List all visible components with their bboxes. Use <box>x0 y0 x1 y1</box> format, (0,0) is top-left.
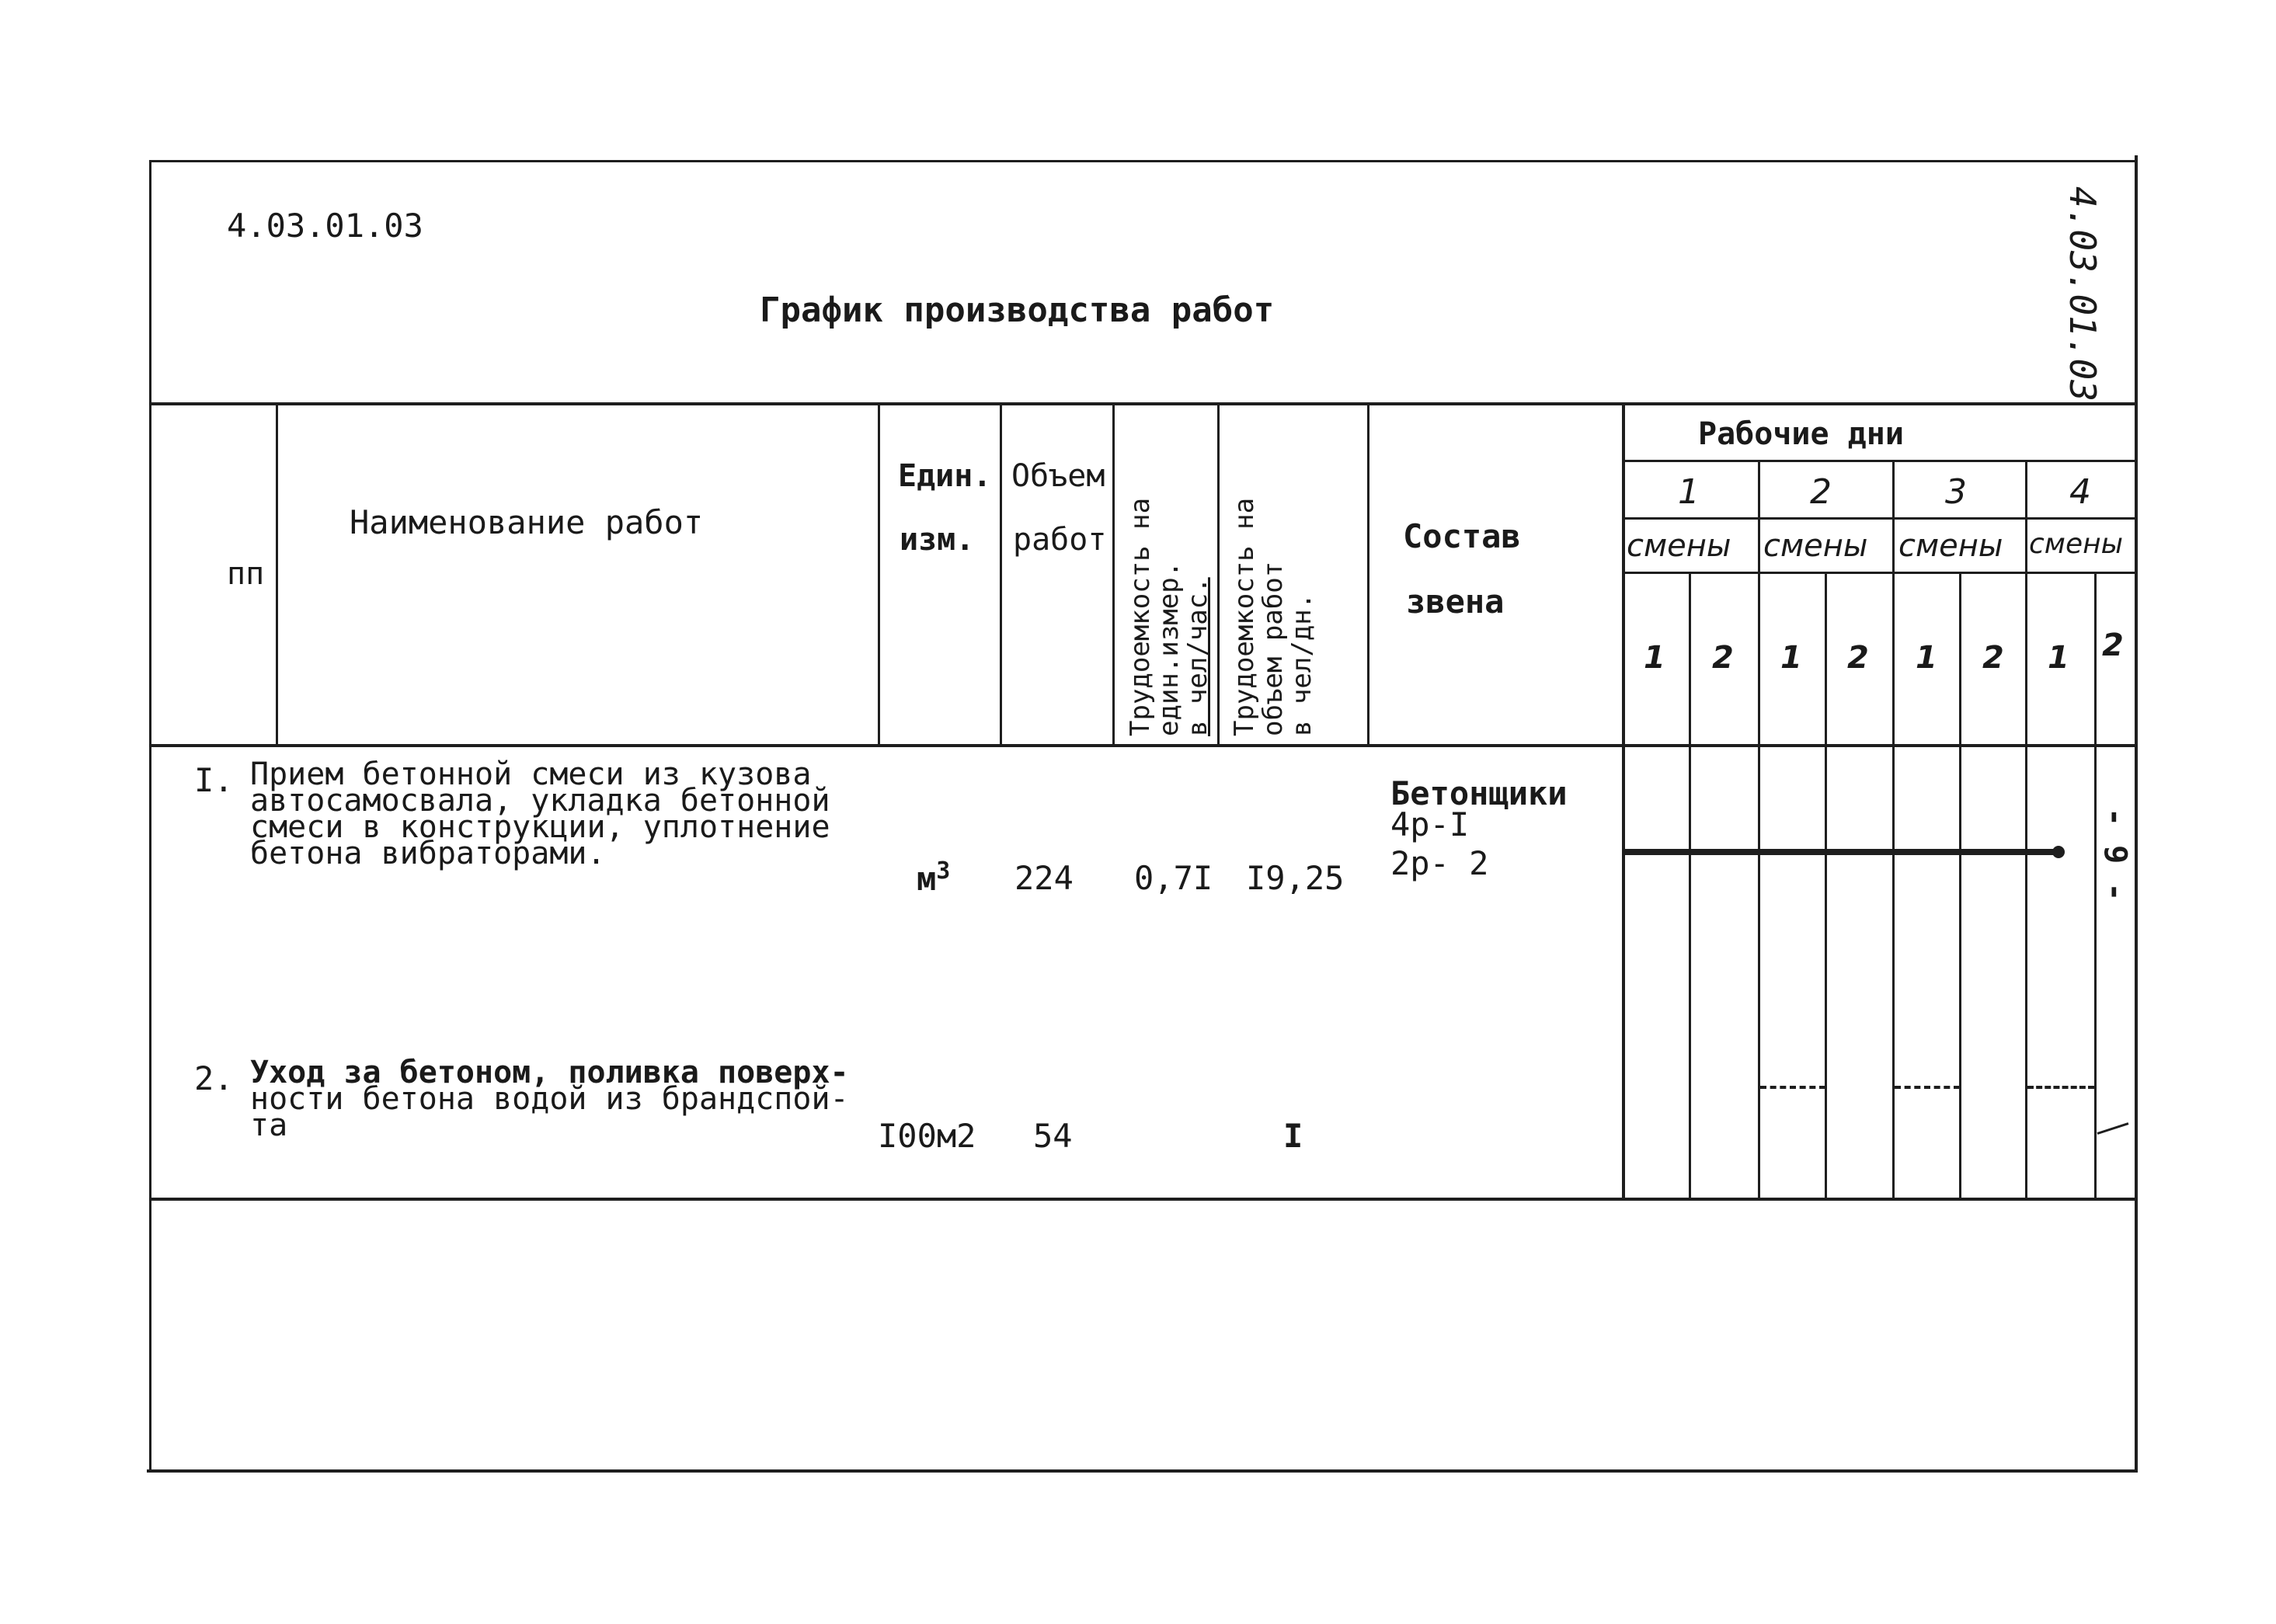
header-labor-unit-line-1: Трудоемкость на <box>1125 497 1156 736</box>
shift-divider-day4 <box>2094 572 2097 1201</box>
row1-labor-unit: 0,7I <box>1134 859 1213 897</box>
frame-top <box>149 160 2138 162</box>
day-number-1: 1 <box>1678 472 1700 512</box>
side-document-code: 4.03.01.03 <box>2062 186 2104 402</box>
row1-unit-sup: 3 <box>936 857 951 885</box>
day-number-2: 2 <box>1810 472 1832 512</box>
header-volume-2: работ <box>1013 522 1107 558</box>
shift-divider-day3 <box>1959 572 1961 1201</box>
row2-name-line-2: ности бетона водой из брандспой- <box>250 1081 849 1117</box>
row2-unit: I00м2 <box>878 1117 976 1155</box>
day-number-3: 3 <box>1945 472 1967 512</box>
header-labor-unit <box>1126 426 1213 736</box>
col-divider-num <box>276 402 278 746</box>
day-number-4: 4 <box>2069 472 2091 512</box>
shifts-label-day3: смены <box>1898 528 2003 564</box>
shift-divider-day2 <box>1825 572 1827 1201</box>
shift-num-d3-s1: 1 <box>1916 640 1937 676</box>
header-labor-unit-line-3: в чел/час. <box>1182 577 1213 736</box>
row2-gantt-segment-day3 <box>1895 1086 1960 1089</box>
row1-name-line-1: Прием бетонной смеси из кузова <box>250 756 812 792</box>
table-header-bottom <box>149 744 2136 747</box>
header-num: пп <box>227 556 265 592</box>
row1-gantt-bar <box>1623 849 2058 855</box>
col-divider-volume <box>1112 402 1115 746</box>
frame-bottom <box>147 1469 2137 1473</box>
shifts-label-day2: смены <box>1763 528 1868 564</box>
header-work-days: Рабочие дни <box>1698 416 1904 452</box>
col-divider-labor-unit <box>1217 402 1220 746</box>
page-number: - 9 - <box>2097 808 2133 902</box>
header-labor-total-line-1: Трудоемкость на <box>1229 497 1260 736</box>
header-volume-1: Объем <box>1011 458 1105 494</box>
shift-num-d2-s2: 2 <box>1847 640 1869 676</box>
shift-num-d4-s1: 1 <box>2048 640 2069 676</box>
table-bottom <box>149 1198 2136 1201</box>
row2-gantt-segment-day4 <box>2027 1086 2094 1089</box>
header-crew-1: Состав <box>1403 517 1521 555</box>
row1-unit <box>917 857 950 898</box>
shifts-label-day4: смены <box>2029 528 2124 560</box>
row2-volume: 54 <box>1033 1117 1073 1155</box>
shift-num-d4-s2: 2 <box>2102 628 2124 663</box>
row1-name-line-4: бетона вибраторами. <box>250 836 606 871</box>
row2-name-line-1: Уход за бетоном, поливка поверх- <box>250 1055 849 1090</box>
row2-num: 2. <box>194 1059 234 1097</box>
row1-crew-line-3: 2р- 2 <box>1390 844 1489 882</box>
header-unit-2: изм. <box>900 522 975 558</box>
shifts-label-day1: смены <box>1627 528 1731 564</box>
row1-gantt-end-dot <box>2052 846 2065 858</box>
row2-name <box>250 1055 849 1143</box>
shift-label-line <box>1623 572 2136 574</box>
frame-right <box>2135 155 2138 1473</box>
row1-crew <box>1390 774 1568 882</box>
header-labor-total-line-2: объем работ <box>1258 561 1289 736</box>
row1-name <box>250 756 830 871</box>
row1-crew-line-2: 4р-I <box>1390 805 1470 843</box>
day-divider-2-3 <box>1892 460 1895 1201</box>
day-divider-1-2 <box>1758 460 1760 1201</box>
page-title: График производства работ <box>760 290 1275 330</box>
shift-num-d1-s2: 2 <box>1712 640 1734 676</box>
row2-gantt-end-stroke <box>2097 1122 2129 1135</box>
row1-labor-total: I9,25 <box>1246 859 1345 897</box>
shift-num-d1-s1: 1 <box>1644 640 1665 676</box>
row2-labor-total: I <box>1283 1117 1303 1155</box>
row1-num: I. <box>194 761 234 799</box>
row1-name-line-3: смеси в конструкции, уплотнение <box>250 809 830 845</box>
shift-divider-day1 <box>1689 572 1691 1201</box>
header-name: Наименование работ <box>350 503 704 541</box>
day-number-line <box>1623 517 2136 520</box>
shift-num-d3-s2: 2 <box>1982 640 2004 676</box>
table-header-top <box>149 402 2136 405</box>
day-divider-3-4 <box>2025 460 2027 1201</box>
header-labor-total <box>1230 426 1317 736</box>
header-labor-total-line-3: в чел/дн. <box>1286 593 1317 736</box>
col-divider-unit <box>1000 402 1002 746</box>
row1-crew-line-1: Бетонщики <box>1390 774 1568 812</box>
frame-left <box>149 160 151 1473</box>
row1-unit-text: м <box>917 860 937 898</box>
col-divider-crew <box>1622 402 1625 1201</box>
row1-name-line-2: автосамосвала, укладка бетонной <box>250 783 830 819</box>
col-divider-labor-total <box>1367 402 1369 746</box>
col-divider-name <box>878 402 880 746</box>
shift-num-d2-s1: 1 <box>1780 640 1802 676</box>
row2-gantt-segment-day2 <box>1760 1086 1825 1089</box>
row2-name-line-3: та <box>250 1108 288 1143</box>
header-crew-2: звена <box>1406 582 1505 621</box>
header-unit-1: Един. <box>898 458 992 494</box>
document-code: 4.03.01.03 <box>227 207 423 245</box>
days-header-line <box>1623 460 2136 462</box>
header-labor-unit-line-2: един.измер. <box>1154 561 1185 736</box>
row1-volume: 224 <box>1014 859 1074 897</box>
